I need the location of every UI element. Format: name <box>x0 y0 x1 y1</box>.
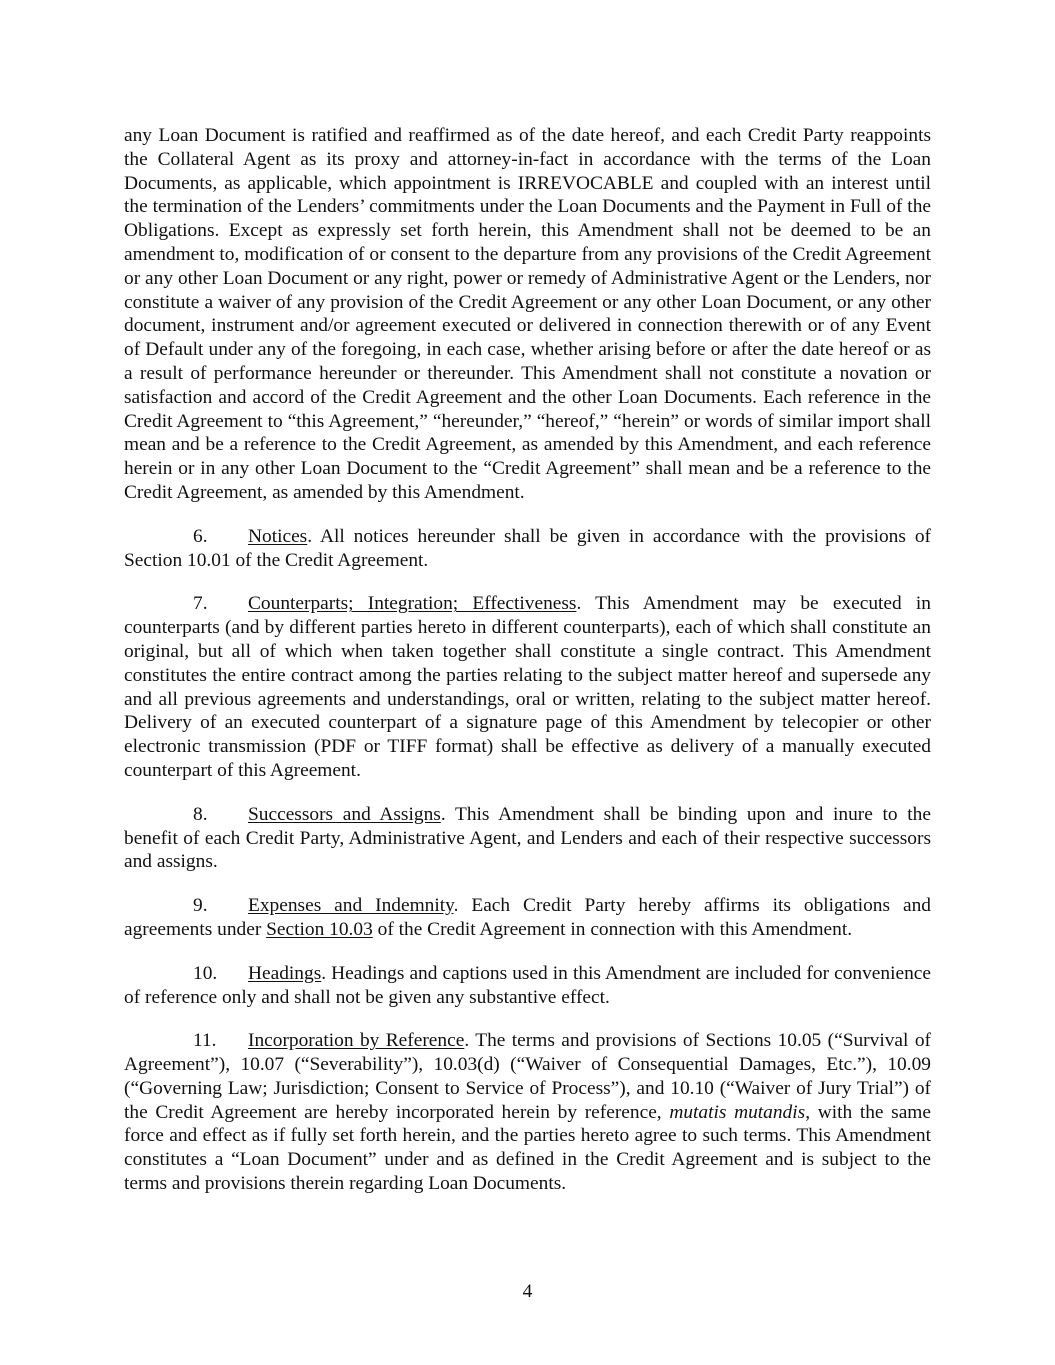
section-8-successors <box>124 803 931 874</box>
section-number: 7. <box>193 593 208 615</box>
document-body <box>124 124 931 1216</box>
section-11-incorporation <box>124 1029 931 1196</box>
section-7-counterparts <box>124 592 931 782</box>
section-text: . The terms and provisions of Sections 10.05 (“Survival of Agreement”), 10.07 (“Severability”), 10.03(d) (“Waiver of Consequential Damages, Etc.”), 10.09 (“Governing Law; Jurisdiction; Consent to Service of Process”), and 10.10 (“Waiver of Jury Trial”) of the Credit Agreement are hereby incorporated herein by reference, <box>124 1030 931 1123</box>
section-text: . Each Credit Party hereby affirms its obligations and agreements under <box>124 895 931 940</box>
section-number: 6. <box>193 525 208 547</box>
section-number: 8. <box>193 803 208 825</box>
section-heading: Counterparts; Integration; Effectiveness <box>248 593 577 615</box>
continuation-paragraph: any Loan Document is ratified and reaffirmed as of the date hereof, and each Credit Party reappoints the Collateral Agent as its proxy and attorney-in-fact in accordance with the terms of the Loan Documents, as applicable, which appointment is IRREVOCABLE and coupled with an interest until the termination of the Lenders’ commitments under the Loan Documents and the Payment in Full of the Obligations. Except as expressly set forth herein, this Amendment shall not be deemed to be an amendment to, modification of or consent to the departure from any provisions of the Credit Agreement or any other Loan Document or any right, power or remedy of Administrative Agent or the Lenders, nor constitute a waiver of any provision of the Credit Agreement or any other Loan Document, or any other document, instrument and/or agreement executed or delivered in connection therewith or of any Event of Default under any of the foregoing, in each case, whether arising before or after the date hereof or as a result of performance hereunder or thereunder. This Amendment shall not constitute a novation or satisfaction and accord of the Credit Agreement and the other Loan Documents. Each reference in the Credit Agreement to “this Agreement,” “hereunder,” “hereof,” “herein” or words of similar import shall mean and be a reference to the Credit Agreement, as amended by this Amendment, and each reference herein or in any other Loan Document to the “Credit Agreement” shall mean and be a reference to the Credit Agreement, as amended by this Amendment. <box>124 125 931 503</box>
section-reference: Section 10.03 <box>266 918 373 940</box>
section-text: . This Amendment shall be binding upon and inure to the benefit of each Credit Party, Administrative Agent, and Lenders and each of their respective successors and assigns. <box>124 803 931 873</box>
latin-phrase: mutatis mutandis <box>669 1101 806 1123</box>
section-text: . All notices hereunder shall be given in accordance with the provisions of Section 10.01 of the Credit Agreement. <box>124 525 931 571</box>
section-text-continued: , with the same force and effect as if fully set forth herein, and the parties hereto agree to such terms. This Amendment constitutes a “Loan Document” under and as defined in the Credit Agreement and is subject to the terms and provisions therein regarding Loan Documents. <box>124 1101 931 1195</box>
section-number: 9. <box>193 895 208 917</box>
section-9-expenses <box>124 894 931 942</box>
section-heading: Headings <box>248 962 322 984</box>
section-heading: Incorporation by Reference <box>248 1030 465 1052</box>
section-heading: Successors and Assigns <box>248 803 441 825</box>
section-text: . Headings and captions used in this Amendment are included for convenience of reference only and shall not be given any substantive effect. <box>124 962 931 1008</box>
section-text: . This Amendment may be executed in counterparts (and by different parties hereto in different counterparts), each of which shall constitute an original, but all of which when taken together shall constitute a single contract. This Amendment constitutes the entire contract among the parties relating to the subject matter hereof and supersede any and all previous agreements and understandings, oral or written, relating to the subject matter hereof. Delivery of an executed counterpart of a signature page of this Amendment by telecopier or other electronic transmission (PDF or TIFF format) shall be effective as delivery of a manually executed counterpart of this Agreement. <box>124 593 931 781</box>
section-6-notices <box>124 525 931 573</box>
section-number: 10. <box>193 962 218 984</box>
section-10-headings <box>124 962 931 1010</box>
section-heading: Notices <box>248 525 308 547</box>
section-text-continued: of the Credit Agreement in connection with this Amendment. <box>372 918 853 940</box>
section-heading: Expenses and Indemnity <box>248 895 454 917</box>
section-number: 11. <box>193 1030 217 1052</box>
page-number: 4 <box>522 1281 533 1302</box>
